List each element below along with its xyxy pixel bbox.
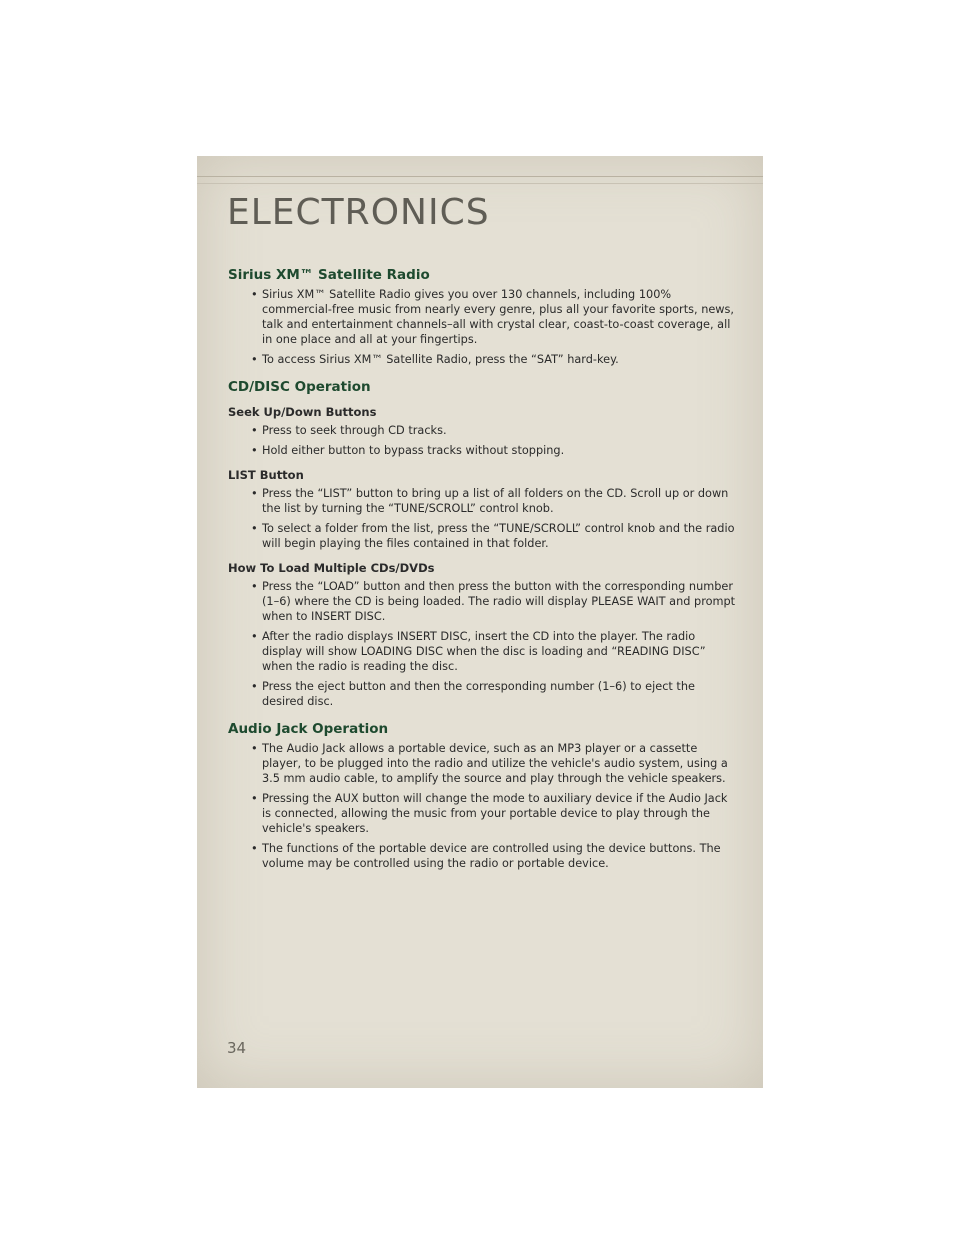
list-seek — [228, 423, 738, 458]
section-audio-jack — [228, 721, 738, 871]
heading-sirius: Sirius XM™ Satellite Radio — [228, 267, 430, 283]
bullet-item: • Press the “LIST” button to bring up a list of all folders on the CD. Scroll up or down the list by turning the “TUNE/SCROLL” control knob. — [228, 486, 738, 516]
bullet-item: • The Audio Jack allows a portable device, such as an MP3 player or a cassette player, to be plugged into the radio and utilize the vehicle's audio system, using a 3.5 mm audio cable, to amplify the source and play through the vehicle speakers. — [228, 741, 738, 786]
section-title: ELECTRONICS — [227, 192, 490, 233]
bullet-item: • Hold either button to bypass tracks without stopping. — [228, 443, 738, 458]
bullet-item: • To access Sirius XM™ Satellite Radio, press the “SAT” hard-key. — [228, 352, 738, 367]
subheading-load: How To Load Multiple CDs/DVDs — [228, 561, 435, 575]
page-number: 34 — [227, 1039, 247, 1057]
bullet-item: • To select a folder from the list, press the “TUNE/SCROLL” control knob and the radio will begin playing the files contained in that folder. — [228, 521, 738, 551]
bullet-item: • Press to seek through CD tracks. — [228, 423, 738, 438]
bullet-item: • Press the “LOAD” button and then press the button with the corresponding number (1–6) where the CD is being loaded. The radio will display PLEASE WAIT and prompt when to INSERT DISC. — [228, 579, 738, 624]
list-sirius — [228, 287, 738, 367]
list-load — [228, 579, 738, 709]
list-list-button — [228, 486, 738, 551]
bullet-item: • Sirius XM™ Satellite Radio gives you over 130 channels, including 100% commercial-free music from nearly every genre, plus all your favorite sports, news, talk and entertainment channels–all with crystal clear, coast-to-coast coverage, all in one place and all at your fingertips. — [228, 287, 738, 347]
subheading-seek: Seek Up/Down Buttons — [228, 405, 377, 419]
page-content — [228, 267, 738, 883]
heading-audio-jack: Audio Jack Operation — [228, 721, 389, 737]
heading-cd: CD/DISC Operation — [228, 379, 371, 395]
section-cd — [228, 379, 738, 709]
header-rule-bottom — [197, 183, 763, 184]
list-audio-jack — [228, 741, 738, 871]
bullet-item: • After the radio displays INSERT DISC, insert the CD into the player. The radio display will show LOADING DISC when the disc is loading and “READING DISC” when the radio is reading the disc. — [228, 629, 738, 674]
subheading-list: LIST Button — [228, 468, 304, 482]
section-sirius — [228, 267, 738, 367]
bullet-item: • Pressing the AUX button will change the mode to auxiliary device if the Audio Jack is connected, allowing the music from your portable device to play through the vehicle's speakers. — [228, 791, 738, 836]
manual-page — [197, 156, 763, 1088]
header-rule-top — [197, 176, 763, 177]
bullet-item: • The functions of the portable device are controlled using the device buttons. The volume may be controlled using the radio or portable device. — [228, 841, 738, 871]
bullet-item: • Press the eject button and then the corresponding number (1–6) to eject the desired disc. — [228, 679, 738, 709]
